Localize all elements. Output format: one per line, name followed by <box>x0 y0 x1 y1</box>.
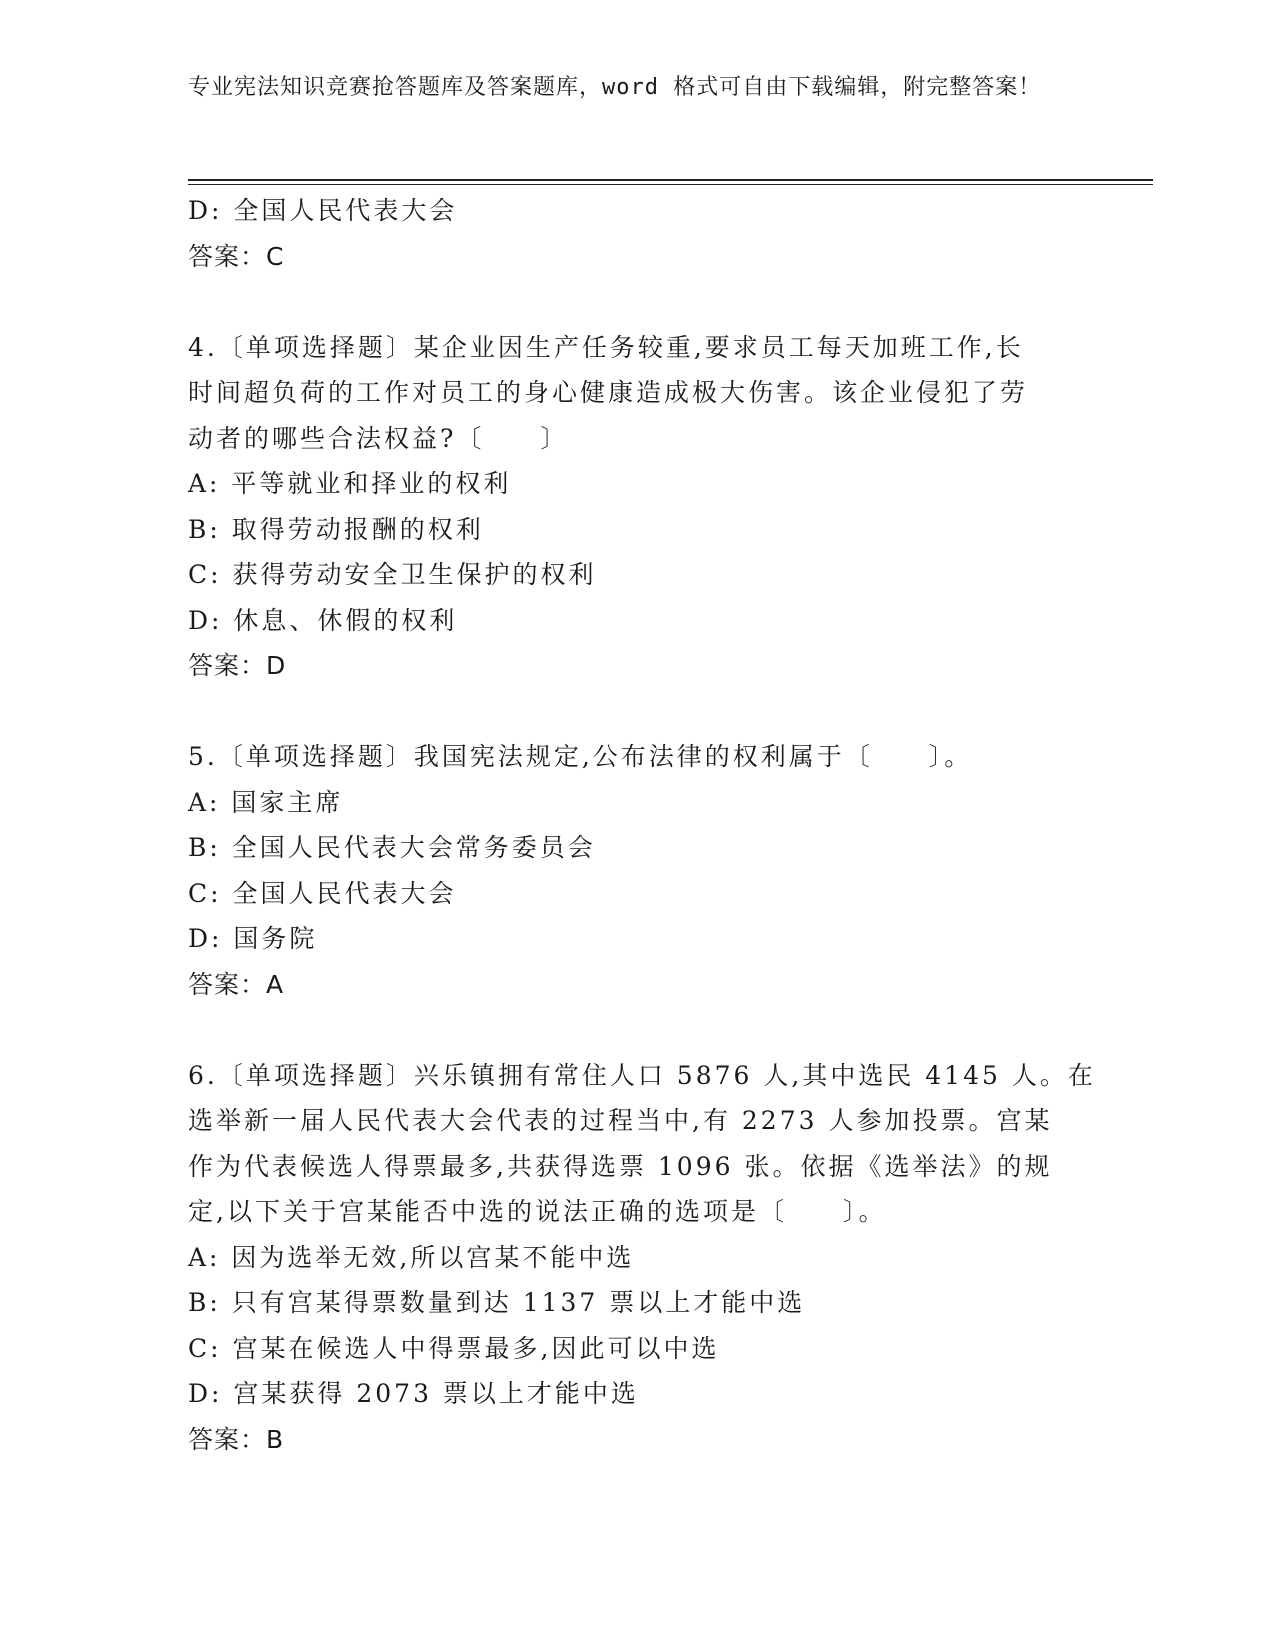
option-c: C: 全国人民代表大会 <box>188 878 457 908</box>
option-d: D: 宫某获得 2073 票以上才能中选 <box>188 1379 639 1408</box>
option-c: C: 宫某在候选人中得票最多,因此可以中选 <box>188 1333 720 1363</box>
document-body <box>188 188 1096 1462</box>
spacer <box>188 689 1068 735</box>
option-b: B: 只有宫某得票数量到达 1137 票以上才能中选 <box>188 1288 806 1317</box>
spacer <box>188 279 1068 325</box>
question-stem-line: 5.〔单项选择题〕我国宪法规定,公布法律的权利属于〔 〕。 <box>188 742 973 771</box>
question-item <box>188 325 1068 689</box>
answer-line: 答案：B <box>188 1424 285 1454</box>
header-divider-thin <box>188 184 1153 185</box>
question-item <box>188 1053 1096 1463</box>
page-header <box>188 72 1068 104</box>
option-d: D: 国务院 <box>188 924 318 953</box>
answer-line: 答案：D <box>188 651 287 680</box>
question-stem-line: 时间超负荷的工作对员工的身心健康造成极大伤害。该企业侵犯了劳 <box>188 378 1029 407</box>
answer-line: 答案：A <box>188 969 285 999</box>
question-item <box>188 734 1068 1007</box>
question-stem-line: 4.〔单项选择题〕某企业因生产任务较重,要求员工每天加班工作,长 <box>188 332 1024 362</box>
option-a: A: 平等就业和择业的权利 <box>188 469 512 498</box>
option-a: A: 因为选举无效,所以宫某不能中选 <box>188 1242 635 1272</box>
question-stem-line: 选举新一届人民代表大会代表的过程当中,有 2273 人参加投票。宫某 <box>188 1106 1053 1135</box>
option-d: D: 全国人民代表大会 <box>188 196 458 225</box>
question-stem-line: 动者的哪些合法权益?〔 〕 <box>188 423 569 453</box>
option-b: B: 全国人民代表大会常务委员会 <box>188 833 596 862</box>
option-d: D: 休息、休假的权利 <box>188 605 458 635</box>
option-a: A: 国家主席 <box>188 787 344 817</box>
option-c: C: 获得劳动安全卫生保护的权利 <box>188 560 597 589</box>
question-stem-line: 作为代表候选人得票最多,共获得选票 1096 张。依据《选举法》的规 <box>188 1151 1053 1181</box>
question-stem-line: 定,以下关于宫某能否中选的说法正确的选项是〔 〕。 <box>188 1197 887 1226</box>
option-b: B: 取得劳动报酬的权利 <box>188 514 484 544</box>
answer-line: 答案：C <box>188 241 285 271</box>
question-stem-line: 6.〔单项选择题〕兴乐镇拥有常住人口 5876 人,其中选民 4145 人。在 <box>188 1060 1096 1090</box>
spacer <box>188 1007 1068 1053</box>
header-text: 专业宪法知识竞赛抢答题库及答案题库，word 格式可自由下载编辑，附完整答案！ <box>188 75 1042 100</box>
header-divider-thick <box>188 179 1153 181</box>
